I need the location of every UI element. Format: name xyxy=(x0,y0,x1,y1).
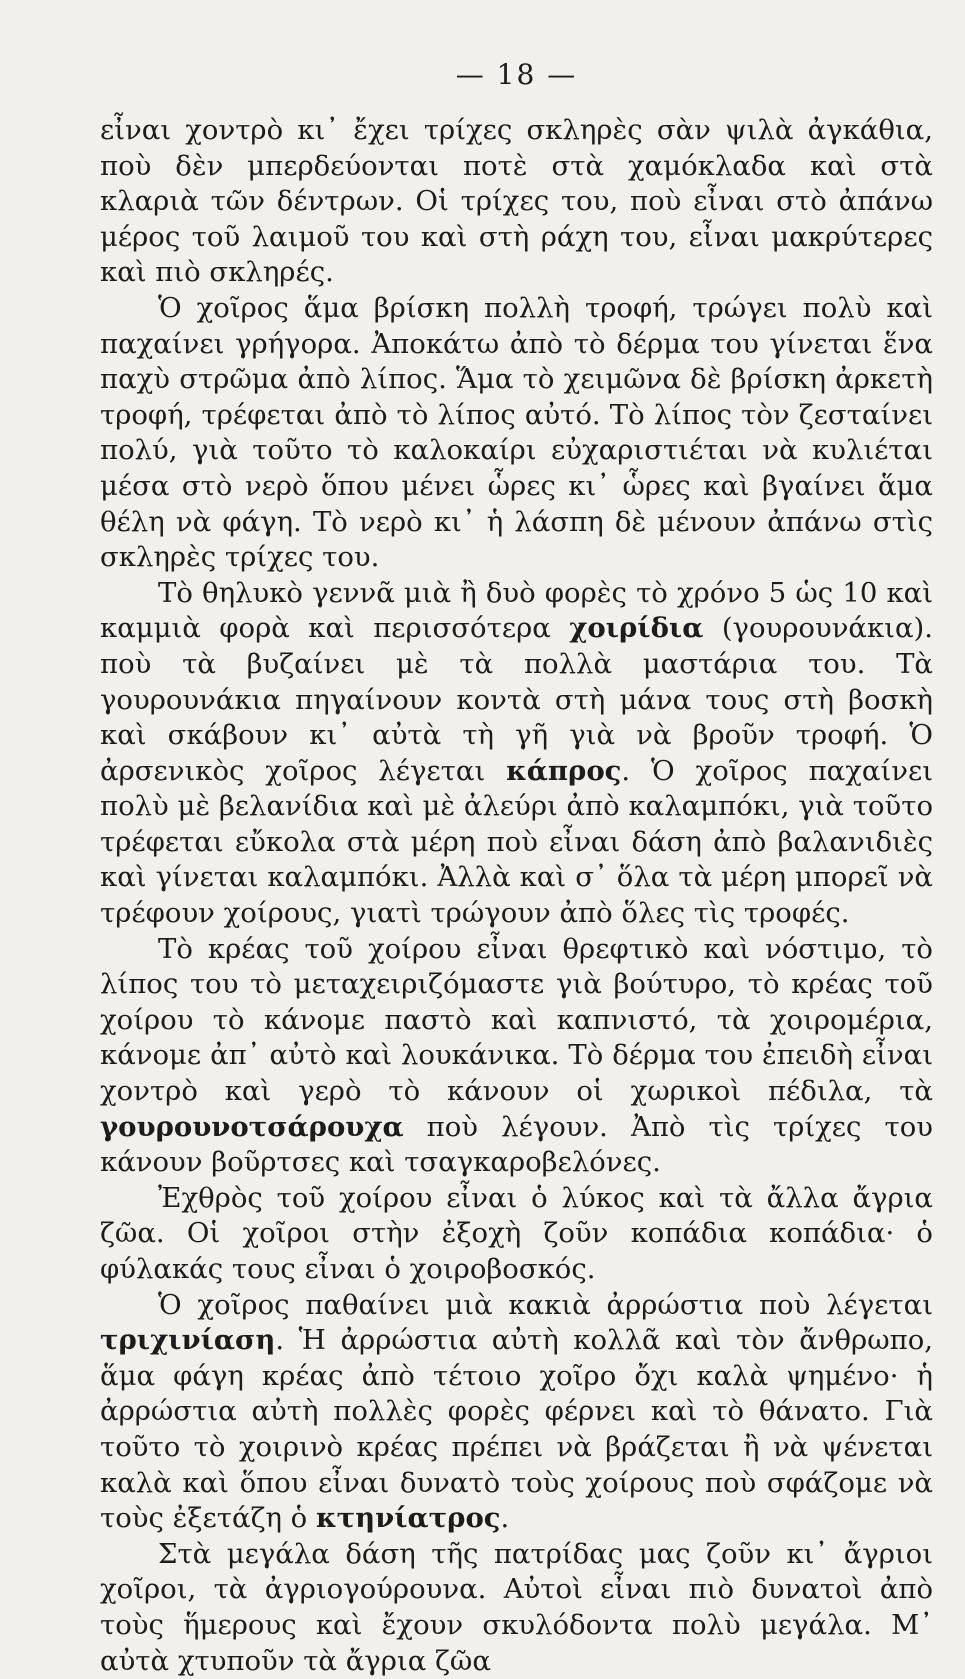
bold-term: κτηνίατρος xyxy=(316,1502,501,1535)
text-run: . Ἡ ἀρρώστια αὐτὴ κολλᾶ καὶ τὸν ἄνθρωπο, ἅμα φάγη κρέας ἀπὸ τέτοιο χοῖρο ὄχι καλὰ ψημένο· ἡ ἀρρώστια αὐτὴ πολλὲς φορὲς φέρνει καὶ τὸ θάνατο. Γιὰ τοῦτο τὸ χοιρινὸ κρέας πρέπει νὰ βράζεται ἢ νὰ ψένεται καλὰ καὶ ὅπου εἶναι δυνατὸ τοὺς χοίρους ποὺ σφάζομε νὰ τοὺς ἐξετάζη ὁ xyxy=(100,1324,933,1535)
bold-term: κάπρος xyxy=(506,754,622,787)
paragraph xyxy=(100,113,933,291)
text-run: . xyxy=(500,1502,510,1535)
text-run: Ἐχθρὸς τοῦ χοίρου εἶναι ὁ λύκος καὶ τὰ ἄλλα ἄγρια ζῶα. Οἱ χοῖροι στὴν ἐξοχὴ ζοῦν κοπάδια κοπάδια· ὁ φύλακάς τους εἶναι ὁ χοιροβοσκός. xyxy=(100,1181,933,1285)
paragraph xyxy=(100,1537,933,1679)
paragraph xyxy=(100,932,933,1181)
paragraph xyxy=(100,576,933,932)
paragraph xyxy=(100,1181,933,1288)
bold-term: τριχινίαση xyxy=(100,1324,276,1357)
text-run: Τὸ κρέας τοῦ χοίρου εἶναι θρεφτικὸ καὶ νόστιμο, τὸ λίπος του τὸ μεταχειριζόμαστε γιὰ βούτυρο, τὸ κρέας τοῦ χοίρου τὸ κάνομε παστὸ καὶ καπνιστό, τὰ χοιρομέρια, κάνομε ἀπ᾿ αὐτὸ καὶ λουκάνικα. Τὸ δέρμα του ἐπειδὴ εἶναι χοντρὸ καὶ γερὸ τὸ κάνουν οἱ χωρικοὶ πέδιλα, τὰ xyxy=(100,932,933,1108)
bold-term: γουρουνοτσάρουχα xyxy=(100,1110,404,1143)
text-run: Στὰ μεγάλα δάση τῆς πατρίδας μας ζοῦν κι᾿ ἄγριοι χοῖροι, τὰ ἀγριογούρουνα. Αὐτοὶ εἶναι πιὸ δυνατοὶ ἀπὸ τοὺς ἥμερους καὶ ἔχουν σκυλόδοντα πολὺ μεγάλα. Μ᾿ αὐτὰ χτυποῦν τὰ ἄγρια ζῶα xyxy=(100,1537,933,1677)
body-text xyxy=(100,113,933,1679)
paragraph xyxy=(100,291,933,576)
text-run: Ὁ χοῖρος παθαίνει μιὰ κακιὰ ἀρρώστια ποὺ λέγεται xyxy=(158,1288,933,1321)
text-run: εἶναι χοντρὸ κι᾿ ἔχει τρίχες σκληρὲς σὰν ψιλὰ ἀγκάθια, ποὺ δὲν μπερδεύονται ποτὲ στὰ χαμόκλαδα καὶ στὰ κλαριὰ τῶν δέντρων. Οἱ τρίχες του, ποὺ εἶναι στὸ ἀπάνω μέρος τοῦ λαιμοῦ του καὶ στὴ ράχη του, εἶναι μακρύτερες καὶ πιὸ σκληρές. xyxy=(100,114,933,289)
page-number: — 18 — xyxy=(455,58,578,91)
bold-term: χοιρίδια xyxy=(569,612,704,645)
text-run: (γουρουνάκια). ποὺ τὰ βυζαίνει μὲ τὰ πολλὰ μαστάρια του. Τὰ γουρουνάκια πηγαίνουν κοντὰ στὴ μάνα τους στὴ βοσκὴ καὶ σκάβουν κι᾿ αὐτὰ τὴ γῆ γιὰ νὰ βροῦν τροφή. Ὁ ἀρσενικὸς χοῖρος λέγεται xyxy=(100,612,933,787)
text-run: Τὸ θηλυκὸ γεννᾶ μιὰ ἢ δυὸ φορὲς τὸ χρόνο 5 ὡς 10 καὶ καμμιὰ φορὰ καὶ περισσότερα xyxy=(100,576,933,645)
text-run: Ὁ χοῖρος ἅμα βρίσκη πολλὴ τροφή, τρώγει πολὺ καὶ παχαίνει γρήγορα. Ἀποκάτω ἀπὸ τὸ δέρμα του γίνεται ἕνα παχὺ στρῶμα ἀπὸ λίπος. Ἅμα τὸ χειμῶνα δὲ βρίσκη ἀρκετὴ τροφή, τρέφεται ἀπὸ τὸ λίπος αὐτό. Τὸ λίπος τὸν ζεσταίνει πολύ, γιὰ τοῦτο τὸ καλοκαίρι εὐχαριστιέται νὰ κυλιέται μέσα στὸ νερὸ ὅπου μένει ὧρες κι᾿ ὧρες καὶ βγαίνει ἅμα θέλη νὰ φάγη. Τὸ νερὸ κι᾿ ἡ λάσπη δὲ μένουν ἀπάνω στὶς σκληρὲς τρίχες του. xyxy=(100,291,933,574)
text-run: ποὺ λέγουν. Ἀπὸ τὶς τρίχες του κάνουν βοῦρτσες καὶ τσαγκαροβελόνες. xyxy=(100,1110,933,1179)
text-run: . Ὁ χοῖρος παχαίνει πολὺ μὲ βελανίδια καὶ μὲ ἀλεύρι ἀπὸ καλαμπόκι, γιὰ τοῦτο τρέφεται εὔκολα στὰ μέρη ποὺ εἶναι δάση ἀπὸ βαλανιδιὲς καὶ γίνεται καλαμπόκι. Ἀλλὰ καὶ σ᾿ ὅλα τὰ μέρη μπορεῖ νὰ τρέφουν χοίρους, γιατὶ τρώγουν ἀπὸ ὅλες τὶς τροφές. xyxy=(100,754,933,930)
paragraph xyxy=(100,1288,933,1537)
